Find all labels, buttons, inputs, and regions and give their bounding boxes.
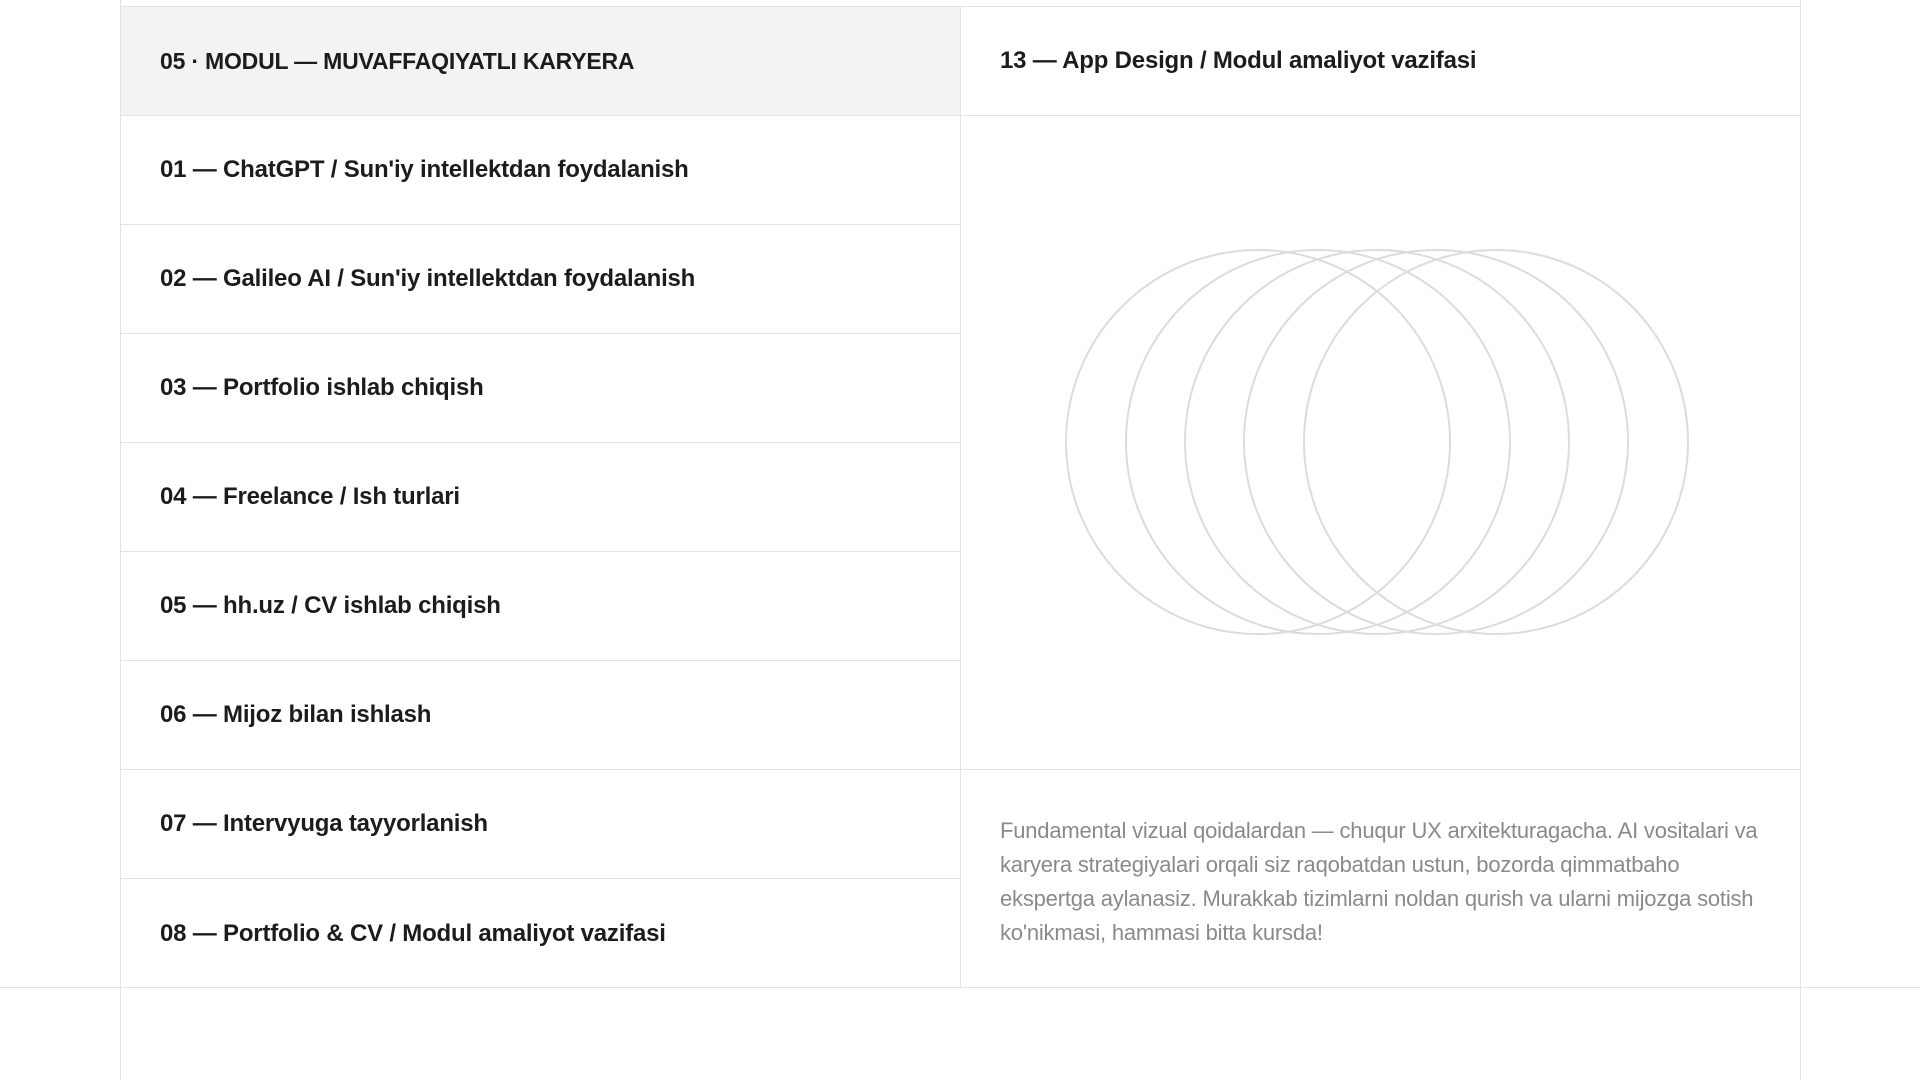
lesson-label: 08 — Portfolio & CV / Modul amaliyot vazifasi bbox=[160, 919, 666, 947]
lesson-item-02[interactable] bbox=[121, 225, 961, 334]
lesson-label: 06 — Mijoz bilan ishlash bbox=[160, 701, 432, 728]
lesson-item-05[interactable] bbox=[121, 552, 961, 661]
module-header[interactable] bbox=[121, 7, 961, 116]
lesson-item-07[interactable] bbox=[121, 770, 961, 879]
overlapping-circles-icon bbox=[961, 116, 1800, 770]
course-description: Fundamental vizual qoidalardan — chuqur UX arxitekturagacha. AI vositalari va karyera strategiyalari orqali siz raqobatdan ustun, bozorda qimmatbaho ekspertga aylanasiz. Murakkab tizimlarni noldan qurish va ularni mijozga sotish ko'nikmasi, hammasi bitta kursda! bbox=[1000, 818, 1758, 945]
guide-line-right bbox=[1800, 0, 1801, 1080]
lesson-item-06[interactable] bbox=[121, 661, 961, 770]
lesson-label: 07 — Intervyuga tayyorlanish bbox=[160, 810, 488, 837]
decoration-panel bbox=[961, 116, 1800, 770]
circle-3 bbox=[1185, 250, 1569, 634]
lesson-label: 05 — hh.uz / CV ishlab chiqish bbox=[160, 592, 501, 619]
module-grid bbox=[121, 6, 1800, 988]
lesson-label: 13 — App Design / Modul amaliyot vazifasi bbox=[1000, 47, 1477, 74]
lesson-item-13[interactable] bbox=[961, 7, 1800, 116]
lesson-label: 03 — Portfolio ishlab chiqish bbox=[160, 374, 484, 401]
circle-4 bbox=[1244, 250, 1628, 634]
lesson-item-08[interactable] bbox=[121, 879, 961, 988]
lesson-label: 02 — Galileo AI / Sun'iy intellektdan foydalanish bbox=[160, 265, 696, 292]
module-title: 05 · MODUL — MUVAFFAQIYATLI KARYERA bbox=[160, 47, 635, 74]
course-description-panel bbox=[961, 770, 1800, 988]
circle-1 bbox=[1066, 250, 1450, 634]
circle-2 bbox=[1126, 250, 1510, 634]
lesson-label: 04 — Freelance / Ish turlari bbox=[160, 483, 460, 510]
lesson-item-01[interactable] bbox=[121, 116, 961, 225]
circle-5 bbox=[1304, 250, 1688, 634]
lesson-label: 01 — ChatGPT / Sun'iy intellektdan foydalanish bbox=[160, 156, 689, 183]
lesson-item-04[interactable] bbox=[121, 443, 961, 552]
lesson-item-03[interactable] bbox=[121, 334, 961, 443]
